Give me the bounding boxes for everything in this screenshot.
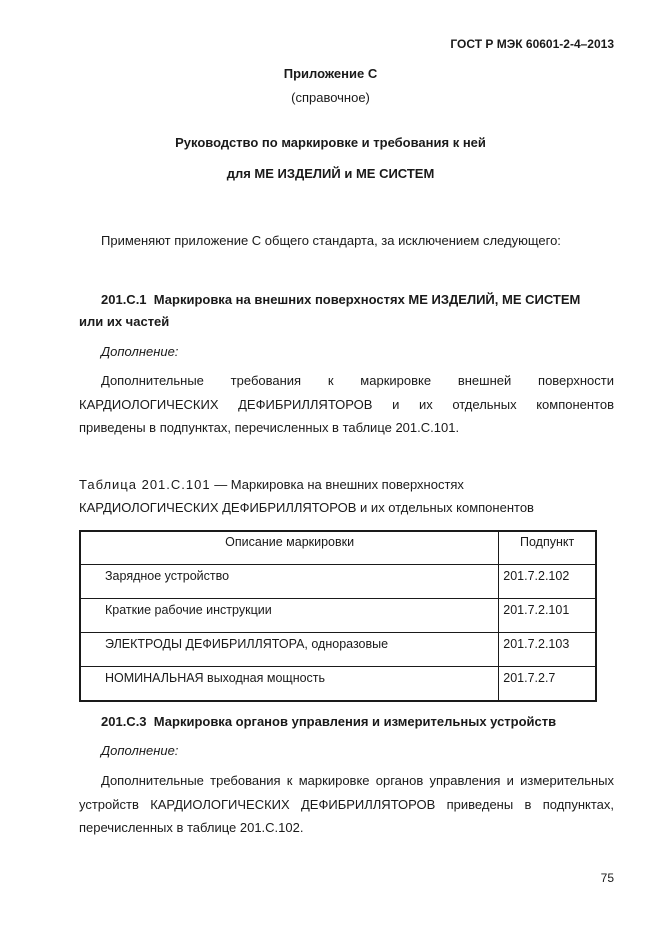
section-3-heading-text: Маркировка органов управления и измерительных устройств: [153, 714, 557, 729]
header-subclause: Подпункт: [499, 531, 596, 565]
table-row: [80, 599, 596, 633]
guide-title-line-2: для МЕ ИЗДЕЛИЙ и МЕ СИСТЕМ: [226, 166, 435, 181]
section-1-addition: Дополнение:: [101, 344, 179, 359]
row-description: Зарядное устройство: [80, 565, 499, 599]
row-subclause: 201.7.2.102: [499, 565, 596, 599]
table-caption-title: — Маркировка на внешних поверхностях: [210, 477, 464, 492]
appendix-subtitle: (справочное): [291, 90, 370, 105]
table-row: [80, 565, 596, 599]
row-subclause: 201.7.2.101: [499, 599, 596, 633]
table-header-row: [80, 531, 596, 565]
section-3-text-line-1: Дополнительные требования к маркировке органов управления и измерительных: [101, 773, 614, 788]
marking-table: [79, 530, 597, 702]
page-number: 75: [600, 871, 614, 885]
section-3-text-line-3: перечисленных в таблице 201.С.102.: [79, 820, 304, 835]
section-3-number: 201.С.3: [101, 714, 147, 729]
section-1-text-line-2: КАРДИОЛОГИЧЕСКИХ ДЕФИБРИЛЛЯТОРОВ и их отдельных компонентов: [79, 397, 614, 412]
section-1-text-line-3: приведены в подпунктах, перечисленных в таблице 201.С.101.: [79, 420, 460, 435]
appendix-title: Приложение С: [283, 66, 378, 81]
section-1-heading-text: Маркировка на внешних поверхностях МЕ ИЗДЕЛИЙ, МЕ СИСТЕМ: [153, 292, 581, 307]
row-description: ЭЛЕКТРОДЫ ДЕФИБРИЛЛЯТОРА, одноразовые: [80, 633, 499, 667]
section-1-text-line-1: Дополнительные требования к маркировке внешней поверхности: [101, 373, 614, 388]
section-3-heading: [101, 714, 556, 729]
section-1-number: 201.С.1: [101, 292, 147, 307]
table-caption: [79, 477, 464, 492]
table-row: [80, 667, 596, 702]
standard-code: ГОСТ Р МЭК 60601-2-4–2013: [450, 37, 614, 51]
row-subclause: 201.7.2.103: [499, 633, 596, 667]
row-description: НОМИНАЛЬНАЯ выходная мощность: [80, 667, 499, 702]
intro-paragraph: Применяют приложение С общего стандарта, за исключением следующего:: [101, 233, 561, 248]
table-caption-continued: КАРДИОЛОГИЧЕСКИХ ДЕФИБРИЛЛЯТОРОВ и их отдельных компонентов: [79, 500, 534, 515]
section-3-text-line-2: устройств КАРДИОЛОГИЧЕСКИХ ДЕФИБРИЛЛЯТОРОВ приведены в подпунктах,: [79, 797, 614, 812]
guide-title-line-1: Руководство по маркировке и требования к ней: [175, 135, 486, 150]
section-1-heading-continued: или их частей: [79, 314, 170, 329]
section-1-heading: [101, 292, 580, 307]
section-3-addition: Дополнение:: [101, 743, 179, 758]
table-caption-label: Таблица 201.С.101: [79, 477, 211, 492]
table-row: [80, 633, 596, 667]
row-description: Краткие рабочие инструкции: [80, 599, 499, 633]
row-subclause: 201.7.2.7: [499, 667, 596, 702]
header-description: Описание маркировки: [80, 531, 499, 565]
